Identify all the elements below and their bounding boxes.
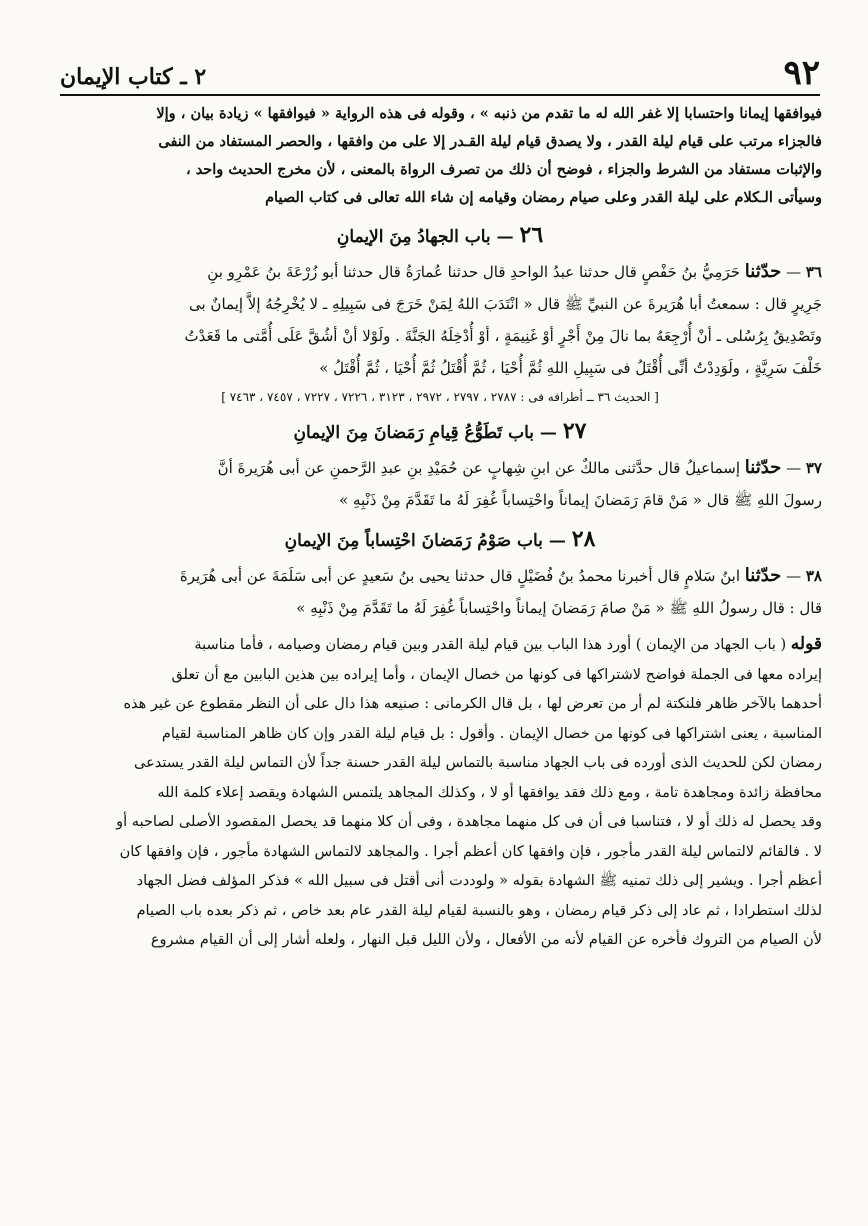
intro-block	[58, 100, 822, 212]
header-rule	[60, 94, 820, 96]
page-body	[58, 100, 822, 956]
hadith-number: ٣٧	[805, 459, 822, 477]
commentary-text: ( باب الجهاد من الإيمان ) أورد هذا الباب بين قيام ليلة القدر وبين قيام رمضان وصيامه ، فأما مناسبة	[194, 637, 787, 653]
page-header	[60, 52, 820, 92]
chapter-heading: ٢٨ — باب صَوْمُ رَمَضانَ احْتِساباً مِنَ الإيمانِ	[284, 526, 596, 552]
running-title: ٢ ـ كتاب الإيمان	[60, 64, 207, 90]
hadith-number: ٣٨	[805, 567, 822, 585]
commentary-line: رمضان لكن للحديث الذى أورده فى باب الجهاد مناسبة بالتماس ليلة القدر حسنة جداً لأن التماس ليلة القدر يستدعى	[134, 755, 822, 771]
commentary-line	[58, 630, 822, 661]
chapter-number: ٢٧	[562, 418, 587, 444]
hadith-line: قال : قال رسولُ اللهِ ﷺ « مَنْ صامَ رَمَضانَ إيماناً واحْتِساباً غُفِرَ لَهُ ما تَقَدَّمَ مِنْ ذَنْبِهِ »	[296, 599, 822, 617]
intro-line: وسيأتى الـكلام على ليلة القدر وعلى صيام رمضان وقيامه إن شاء الله تعالى فى كتاب الصيام	[265, 189, 822, 206]
hadith-line: جَرِيرٍ قال : سمعتُ أبا هُرَيرةَ عن النبيِّ ﷺ قال « انْتَدَبَ اللهُ لِمَنْ خَرَجَ فى سَبِيلِهِ ـ لا يُخْرِجُهُ إلاَّ إيمانٌ بى	[188, 295, 822, 313]
intro-line: فيوافقها إيمانا واحتسابا إلا غفر الله له ما تقدم من ذنبه » ، وقوله فى هذه الرواية « فيوافقها » زيادة بيان ، وإلا	[156, 105, 822, 122]
hadith-line: وتَصْدِيقٌ بِرُسُلى ـ أنْ أُرْجِعَهُ بما نالَ مِنْ أَجْرٍ أوْ غَنِيمَةٍ ، أوْ أُدْخِلَهُ الجَنَّةَ . ولَوْلا أنْ أشُقَّ عَلَى أُمَّتى ما قَعَدْتُ	[184, 327, 822, 345]
chapter-word: باب	[516, 531, 543, 551]
hadith-number: ٣٦	[805, 263, 822, 281]
commentary-line: أعظم أجرا . ويشير إلى ذلك تمنيه ﷺ الشهادة بقوله « ولوددت أنى أقتل فى سبيل الله » فذكر المؤلف فضل الجهاد	[136, 873, 822, 889]
intro-line: فالجزاء مرتب على قيام ليلة القدر ، ولا يصدق قيام ليلة القـدر إلا على من وافقها ، والحصر المستفاد من النفى	[158, 133, 822, 150]
haddathana-word: حدّثنا	[744, 457, 782, 478]
commentary-line: محافظة زائدة ومجاهدة تامة ، ومع ذلك فقد يوافقها أو لا ، وكذلك المجاهد يلتمس الشهادة ويقصد إعلاء كلمة الله	[157, 784, 822, 801]
chapter-title: صَوْمُ رَمَضانَ احْتِساباً مِنَ الإيمانِ	[284, 531, 512, 551]
chapter-word: باب	[464, 227, 491, 247]
commentary-line: لأن الصيام من التروك فأخره عن القيام لأنه من الأفعال ، ولأن الليل قبل النهار ، ولعله أشار إلى أن القيام مشروع	[150, 932, 822, 948]
commentary-line: لذلك استطرادا ، ثم عاد إلى ذكر قيام رمضان ، وهو بالنسبة لقيام ليلة القدر عام بعد خاص ، ثم ذكر بعده باب الصيام	[136, 902, 822, 919]
chapter-heading: ٢٦ — باب الجهادُ مِنَ الإيمانِ	[336, 222, 544, 248]
chapter-number: ٢٨	[571, 526, 596, 552]
chapter-section	[58, 522, 822, 624]
hadith-line: رسولَ اللهِ ﷺ قال « مَنْ قامَ رَمَضانَ إيماناً واحْتِساباً غُفِرَ لَهُ ما تَقَدَّمَ مِنْ ذَنْبِهِ »	[339, 491, 822, 509]
hadith-line: ٣٨ — حدّثنا ابنُ سَلامٍ قال أخبرنا محمدُ بنُ فُضَيْلٍ قال حدثنا يحيى بنُ سَعيدٍ عن أبى سَلَمَةَ عن أبى هُرَيرةَ	[179, 565, 822, 586]
hadith-text: حَرَمِيُّ بنُ حَفْصٍ قال حدثنا عبدُ الواحدِ قال حدثنا عُمارَةُ قال حدثنا أبو زُرْعَةَ بنُ عَمْرِو بنِ	[207, 263, 741, 281]
commentary-line: لا . فالقائم لالتماس ليلة القدر مأجور ، فإن وافقها كان أعظم أجرا . والمجاهد لالتماس الشهادة مأجور ، فإن وافقها كان	[119, 843, 822, 860]
commentary-line: أحدهما بالآخر ظاهر فلنكتة لم أر من تعرض لها ، بل قال الكرمانى : صنيعه هذا دال على أن النظر مقطوع عن غير هذه	[123, 696, 822, 712]
hadith-text: إسماعيلُ قال حدَّثنى مالكٌ عن ابنِ شِهابٍ عن حُمَيْدِ بنِ عبدِ الرَّحمنِ عن أبى هُرَيرةَ أنَّ	[217, 459, 741, 477]
commentary-block	[58, 630, 822, 956]
hadith-line: خَلْفَ سَرِيَّةٍ ، ولَوَدِدْتُ أنِّى أُقْتَلُ فى سَبِيلِ اللهِ ثُمَّ أُحْيَا ، ثُمَّ أُقْتَلُ ثُمَّ أُحْيَا ، ثُمَّ أُقْتَلُ »	[319, 359, 822, 377]
chapter-word: باب	[508, 423, 534, 443]
chapter-number: ٢٦	[519, 222, 544, 248]
page-number: ٩٢	[783, 53, 820, 93]
chapter-section	[58, 414, 822, 516]
commentary-line: المناسبة ، يعنى اشتراكها فى كونها من خصال الإيمان . وأقول : بل قيام ليلة القدر وإن كان ظاهر المناسبة لقيام	[161, 725, 822, 742]
chapter-title: الجهادُ مِنَ الإيمانِ	[336, 227, 459, 247]
haddathana-word: حدّثنا	[744, 261, 782, 282]
hadith-text: ابنُ سَلامٍ قال أخبرنا محمدُ بنُ فُضَيْلٍ قال حدثنا يحيى بنُ سَعيدٍ عن أبى سَلَمَةَ عن أبى هُرَيرةَ	[179, 567, 741, 585]
intro-line: والإثبات مستفاد من الشرط والجزاء ، فوضح أن ذلك من تصرف الرواة بالمعنى ، لأن مخرج الحديث واحد ،	[185, 161, 822, 178]
hadith-references: [ الحديث ٣٦ ــ أطرافه فى : ٢٧٨٧ ، ٢٧٩٧ ، ٢٩٧٢ ، ٣١٢٣ ، ٧٢٢٦ ، ٧٢٢٧ ، ٧٤٥٧ ، ٧٤٦٣ ]	[221, 390, 659, 404]
commentary-lead: قوله	[790, 634, 822, 654]
hadith-line: ٣٦ — حدّثنا حَرَمِيُّ بنُ حَفْصٍ قال حدثنا عبدُ الواحدِ قال حدثنا عُمارَةُ قال حدثنا أبو زُرْعَةَ بنُ عَمْرِو بنِ	[207, 261, 822, 282]
commentary-line: وقد يحصل له ذلك أو لا ، فتناسبا فى أن فى كل منهما مجاهدة ، وفى أن كلا منهما قد يحصل المقصود الأصلى لصاحبه أو	[116, 814, 822, 830]
commentary-line: إيراده معها فى الجملة فواضح لاشتراكها فى كونها من خصال الإيمان ، وأما إيراده بين هذين البابين مع أن تعلق	[171, 666, 822, 683]
chapter-title: تَطَوُّعُ قِيامِ رَمَضانَ مِنَ الإيمانِ	[293, 423, 503, 443]
hadith-line: ٣٧ — حدّثنا إسماعيلُ قال حدَّثنى مالكٌ عن ابنِ شِهابٍ عن حُمَيْدِ بنِ عبدِ الرَّحمنِ عن أبى هُرَيرةَ أنَّ	[217, 457, 822, 478]
chapter-section	[58, 218, 822, 408]
chapter-heading: ٢٧ — باب تَطَوُّعُ قِيامِ رَمَضانَ مِنَ الإيمانِ	[293, 418, 587, 444]
haddathana-word: حدّثنا	[744, 565, 782, 586]
